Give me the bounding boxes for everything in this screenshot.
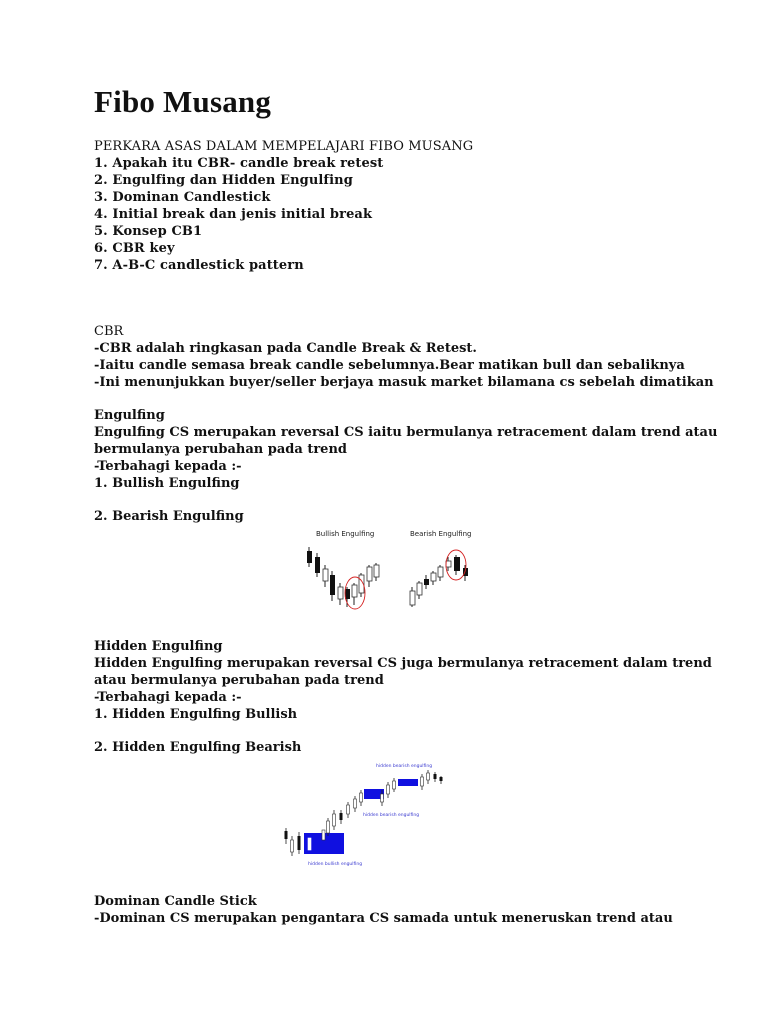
hidden-engulfing-heading: Hidden Engulfing (94, 639, 223, 654)
engulfing-item-2 (94, 508, 244, 525)
candle (330, 575, 335, 595)
dominan-heading: Dominan Candle Stick (94, 894, 257, 909)
engulfing-bearish-label: 2. Bearish Engulfing (94, 509, 244, 524)
candle (417, 583, 422, 595)
hidden-engulfing-line: -Terbahagi kepada :- (94, 690, 242, 705)
hidden-bullish-engulfing-label: hidden bullish engulfing (308, 862, 363, 867)
intro-list-item: 4. Initial break dan jenis initial break (94, 207, 373, 222)
hidden-engulfing-bearish-label: 2. Hidden Engulfing Bearish (94, 740, 302, 755)
candle (340, 813, 343, 820)
dominan-line: -Dominan CS merupakan pengantara CS samada untuk meneruskan trend atau (94, 911, 673, 926)
candle (440, 777, 443, 781)
intro-list-item: 6. CBR key (94, 241, 175, 256)
candle (315, 557, 320, 573)
bullish-engulfing-caption: Bullish Engulfing (316, 530, 375, 538)
hidden-engulfing-item-2 (94, 739, 301, 756)
intro-list-item: 7. A-B-C candlestick pattern (94, 258, 304, 273)
candle (421, 777, 424, 786)
candle (291, 840, 294, 852)
candle (327, 821, 330, 833)
hidden-engulfing-line: 1. Hidden Engulfing Bullish (94, 707, 298, 722)
candle (354, 799, 357, 808)
engulfing-figure (300, 525, 490, 633)
engulfing-heading: Engulfing (94, 408, 165, 423)
hidden-bearish-engulfing-box-top (398, 779, 418, 786)
intro-list-item: 5. Konsep CB1 (94, 224, 203, 239)
intro-heading: PERKARA ASAS DALAM MEMPELAJARI FIBO MUSANG (94, 139, 474, 154)
intro-list-item: 2. Engulfing dan Hidden Engulfing (94, 173, 353, 188)
engulfing-line: Engulfing CS merupakan reversal CS iaitu bermulanya retracement dalam trend atau (94, 425, 718, 440)
cbr-line: -Iaitu candle semasa break candle sebelumnya.Bear matikan bull dan sebaliknya (94, 358, 685, 373)
candle (393, 781, 396, 789)
candle (434, 774, 437, 779)
cbr-heading: CBR (94, 324, 124, 339)
candle (454, 557, 460, 571)
intro-list-item: 3. Dominan Candlestick (94, 190, 271, 205)
candle (438, 567, 443, 577)
cbr-section (94, 323, 714, 391)
hidden-engulfing-line: atau bermulanya perubahan pada trend (94, 673, 384, 688)
candle (424, 579, 429, 585)
engulfing-line: bermulanya perubahan pada trend (94, 442, 347, 457)
hidden-engulfing-figure (278, 760, 453, 870)
engulfing-line: -Terbahagi kepada :- (94, 459, 242, 474)
dominan-section (94, 893, 673, 927)
candle (410, 591, 415, 605)
candle (427, 773, 430, 780)
candle (446, 561, 451, 567)
cbr-line: -CBR adalah ringkasan pada Candle Break & Retest. (94, 341, 477, 356)
intro-list-item: 1. Apakah itu CBR- candle break retest (94, 156, 384, 171)
candle (323, 569, 328, 581)
candle (298, 836, 301, 850)
candle (322, 830, 325, 840)
intro-section (94, 138, 473, 274)
hidden-engulfing-section (94, 638, 712, 723)
candle (352, 585, 357, 597)
candle (367, 567, 372, 581)
hidden-engulfing-line: Hidden Engulfing merupakan reversal CS juga bermulanya retracement dalam trend (94, 656, 712, 671)
bullish-engulfing-chart (307, 547, 379, 609)
candle (374, 565, 379, 577)
candle (381, 794, 384, 802)
candle (338, 587, 343, 599)
candle (431, 573, 436, 581)
bearish-engulfing-chart (410, 550, 468, 607)
candle (360, 793, 363, 802)
engulfing-line: 1. Bullish Engulfing (94, 476, 240, 491)
candle (308, 838, 311, 850)
candle (333, 814, 336, 826)
page-title: Fibo Musang (94, 84, 272, 119)
hidden-bearish-engulfing-label: hidden bearish engulfing (376, 764, 433, 769)
engulfing-section (94, 407, 717, 492)
candle (285, 831, 288, 839)
candle (387, 785, 390, 794)
cbr-line: -Ini menunjukkan buyer/seller berjaya masuk market bilamana cs sebelah dimatikan (94, 375, 714, 390)
bearish-engulfing-caption: Bearish Engulfing (410, 530, 472, 538)
hidden-bearish-engulfing-label-mid: hidden bearish engulfing (363, 813, 420, 818)
candle (347, 805, 350, 814)
candle (307, 551, 312, 563)
